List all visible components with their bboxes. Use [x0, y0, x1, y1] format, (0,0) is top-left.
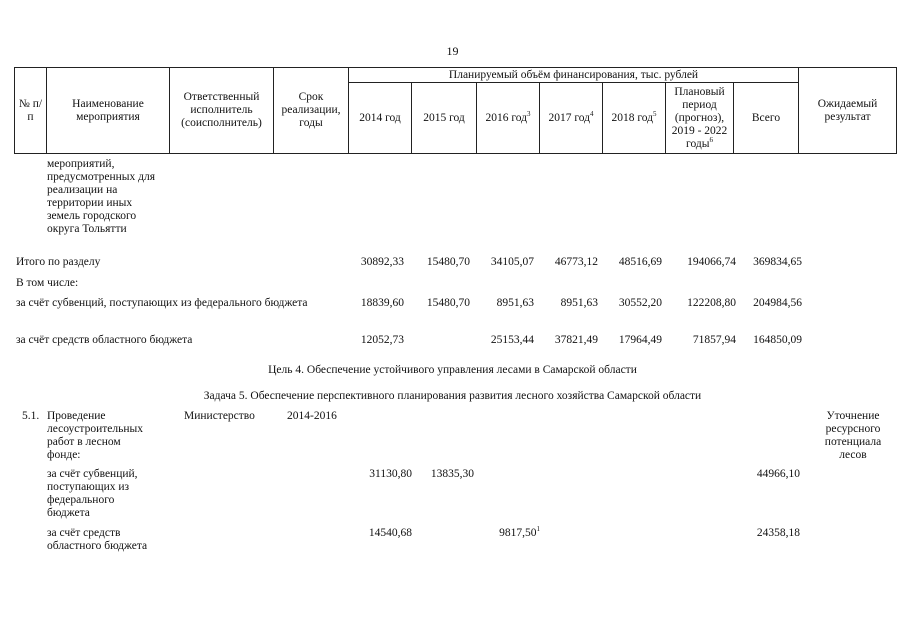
regional-2018: 17964,49: [618, 334, 662, 346]
header-2017: 2017 год$^4$: [540, 83, 603, 154]
sub-regional-2016: 9817,50$^1$: [499, 525, 540, 539]
sub-federal-total: 44966,10: [756, 468, 800, 480]
regional-2014: 12052,73: [360, 334, 404, 346]
totals-2017: 46773,12: [554, 256, 598, 268]
header-plan-period: Плановый период (прогноз), 2019 - 2022 годы$^6$: [666, 83, 734, 154]
header-2016: 2016 год$^3$: [477, 83, 540, 154]
sub-regional-line: областного бюджета: [47, 540, 148, 552]
federal-2016: 8951,63: [496, 297, 534, 309]
item-executor: Министерство: [184, 410, 255, 422]
totals-plan: 194066,74: [687, 256, 736, 268]
header-no: № п/п: [15, 68, 47, 154]
totals-2016: 34105,07: [490, 256, 534, 268]
federal-total: 204984,56: [753, 297, 802, 309]
continued-line: территории иных: [47, 197, 133, 209]
sub-regional-total: 24358,18: [756, 527, 800, 539]
sub-regional-line: за счёт средств: [47, 527, 121, 539]
header-executor: Ответственный исполнитель (соисполнитель): [170, 68, 274, 154]
item-result-line: Уточнение: [826, 410, 880, 422]
header-2015: 2015 год: [412, 83, 477, 154]
in-that-number: В том числе:: [16, 277, 79, 289]
sub-federal-line: федерального: [47, 494, 115, 506]
sub-federal-2014: 31130,80: [369, 468, 412, 480]
continued-line: реализации на: [47, 184, 118, 196]
sub-regional-2014: 14540,68: [368, 527, 412, 539]
regional-plan: 71857,94: [692, 334, 736, 346]
header-table: [14, 67, 897, 154]
item-name-line: лесоустроительных: [47, 423, 143, 435]
item-term: 2014-2016: [287, 410, 337, 422]
item-name-line: фонде:: [47, 449, 81, 461]
federal-2018: 30552,20: [618, 297, 662, 309]
federal-2014: 18839,60: [360, 297, 404, 309]
regional-label: за счёт средств областного бюджета: [16, 334, 193, 346]
item-number: 5.1.: [22, 410, 40, 422]
item-name-line: Проведение: [47, 410, 106, 422]
regional-2017: 37821,49: [554, 334, 598, 346]
continued-line: округа Тольятти: [47, 223, 127, 235]
continued-line: земель городского: [47, 210, 137, 222]
header-2018: 2018 год$^5$: [603, 83, 666, 154]
page-number: 19: [446, 44, 459, 58]
regional-total: 164850,09: [753, 334, 802, 346]
totals-total: 369834,65: [753, 256, 802, 268]
task-heading: Задача 5. Обеспечение перспективного планирования развития лесного хозяйства Самарской области: [203, 390, 702, 402]
header-total: Всего: [734, 83, 799, 154]
header-result: Ожидаемый результат: [799, 68, 897, 154]
item-name-line: работ в лесном: [47, 436, 121, 448]
totals-label: Итого по разделу: [16, 256, 101, 268]
header-financing-group: Планируемый объём финансирования, тыс. рублей: [349, 68, 799, 83]
totals-2014: 30892,33: [360, 256, 404, 268]
federal-2015: 15480,70: [426, 297, 470, 309]
continued-line: мероприятий,: [47, 158, 115, 170]
header-2014: 2014 год: [349, 83, 412, 154]
sub-federal-line: поступающих из: [47, 481, 130, 493]
continued-line: предусмотренных для: [47, 171, 155, 183]
item-result-line: потенциала: [824, 436, 882, 448]
totals-2018: 48516,69: [618, 256, 662, 268]
federal-label: за счёт субвенций, поступающих из федерального бюджета: [16, 297, 308, 309]
sub-federal-2015: 13835,30: [430, 468, 474, 480]
regional-2016: 25153,44: [490, 334, 534, 346]
item-result-line: лесов: [839, 449, 867, 461]
federal-2017: 8951,63: [560, 297, 598, 309]
item-result-line: ресурсного: [825, 423, 881, 435]
sub-federal-line: бюджета: [47, 507, 90, 519]
header-term: Срок реализации, годы: [274, 68, 349, 154]
federal-plan: 122208,80: [687, 297, 736, 309]
totals-2015: 15480,70: [426, 256, 470, 268]
sub-federal-line: за счёт субвенций,: [47, 468, 138, 480]
goal-heading: Цель 4. Обеспечение устойчивого управления лесами в Самарской области: [268, 364, 637, 376]
header-name: Наименование мероприятия: [47, 68, 170, 154]
